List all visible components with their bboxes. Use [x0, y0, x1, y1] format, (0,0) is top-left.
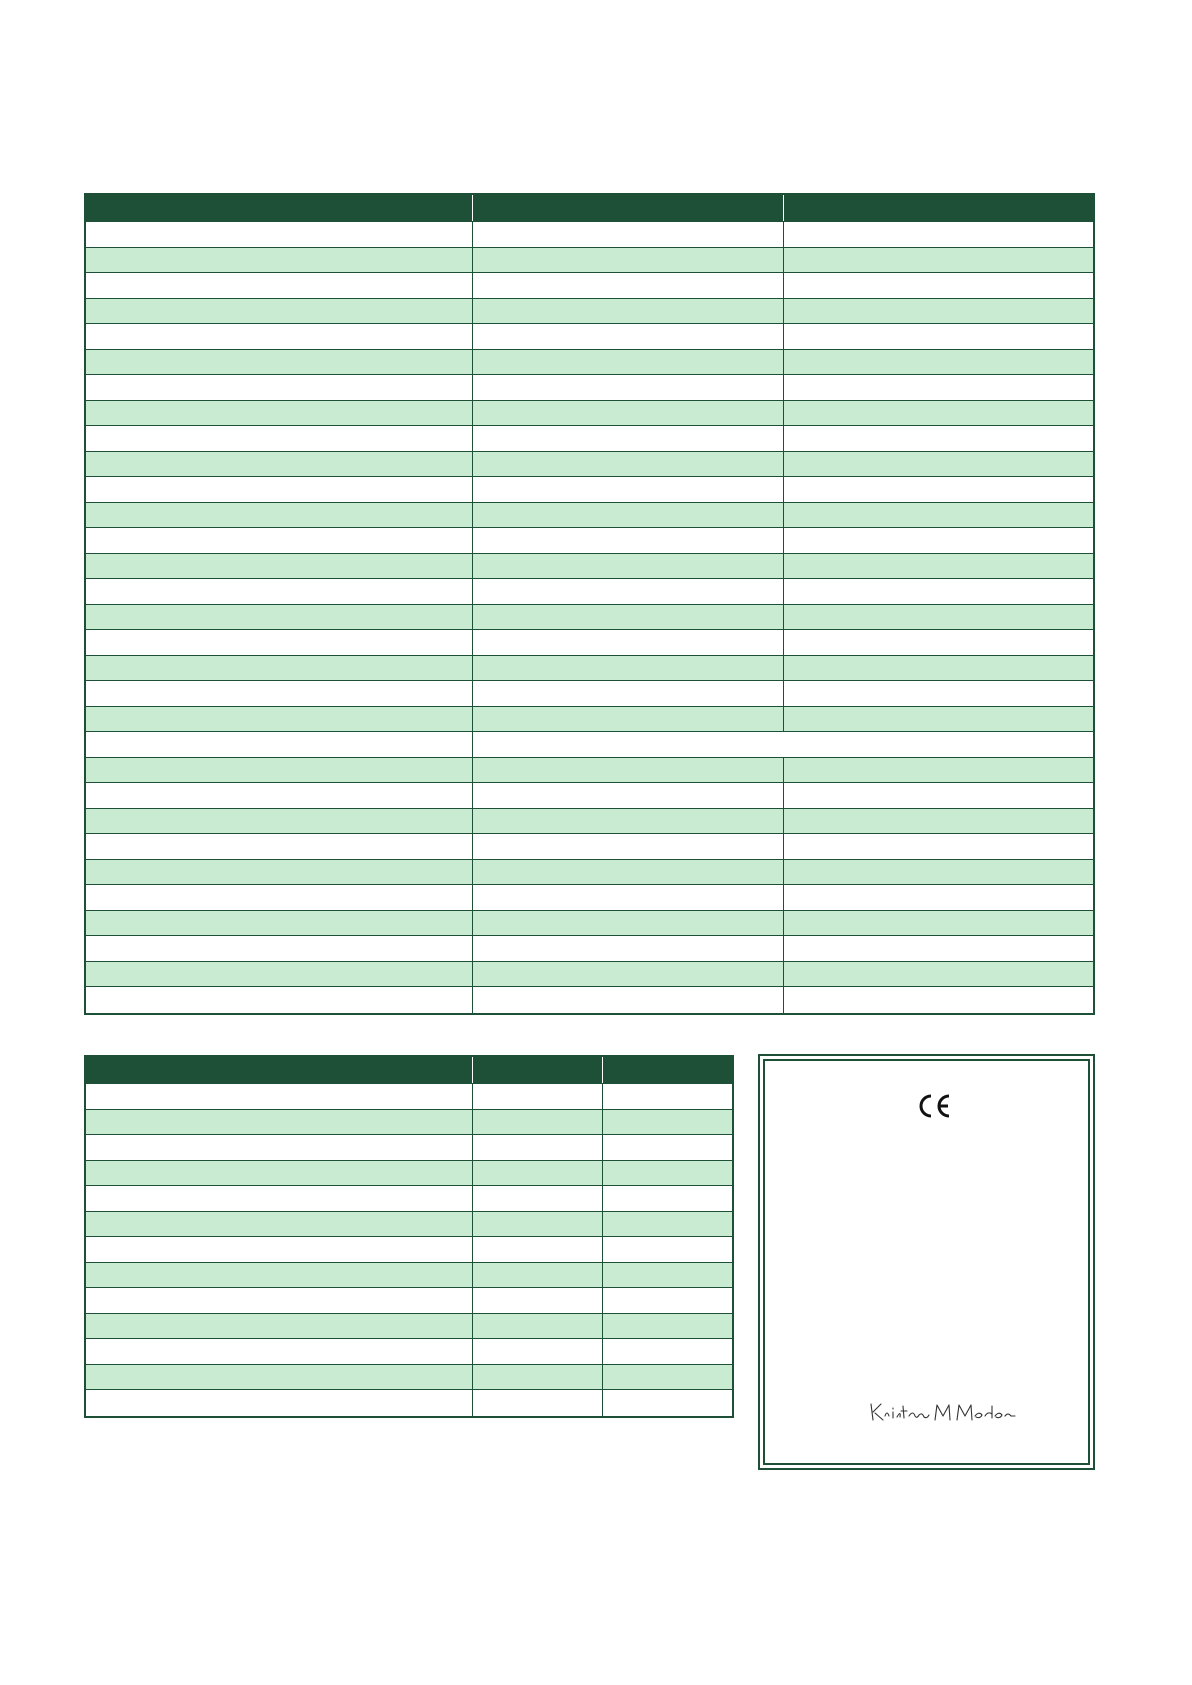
table-cell — [86, 222, 472, 247]
table-row — [86, 605, 1093, 631]
declaration-box — [758, 1054, 1095, 1470]
table-row — [86, 324, 1093, 350]
table-cell — [472, 1237, 602, 1262]
table-cell — [783, 962, 1093, 987]
table-cell — [472, 1135, 602, 1160]
table-cell — [472, 885, 783, 910]
table-cell — [86, 783, 472, 808]
table-cell — [783, 987, 1093, 1013]
table-row — [86, 630, 1093, 656]
table-cell — [472, 350, 783, 375]
table-cell — [86, 605, 472, 630]
table-row — [86, 401, 1093, 427]
table-row — [86, 1135, 732, 1161]
table-cell — [602, 1135, 732, 1160]
table-cell — [472, 1110, 602, 1135]
table-cell — [783, 299, 1093, 324]
table-cell — [783, 885, 1093, 910]
header-cell — [472, 1057, 602, 1083]
table-row — [86, 1339, 732, 1365]
table-cell — [783, 605, 1093, 630]
table-cell — [86, 1084, 472, 1109]
table-cell — [602, 1186, 732, 1211]
table-row — [86, 503, 1093, 529]
table-cell — [86, 503, 472, 528]
table-cell — [472, 426, 783, 451]
table-cell — [86, 1288, 472, 1313]
table-cell — [86, 860, 472, 885]
table-cell — [783, 324, 1093, 349]
ce-mark-icon — [917, 1093, 953, 1119]
table-cell — [86, 758, 472, 783]
table-cell — [86, 579, 472, 604]
table-cell — [783, 350, 1093, 375]
table-row — [86, 1288, 732, 1314]
table-row — [86, 1212, 732, 1238]
table-cell — [472, 503, 783, 528]
table-cell — [86, 528, 472, 553]
table-cell — [472, 1365, 602, 1390]
table-row — [86, 962, 1093, 988]
table-row — [86, 1084, 732, 1110]
table-row — [86, 1390, 732, 1416]
table-cell — [783, 477, 1093, 502]
table-cell — [86, 1237, 472, 1262]
table-cell — [86, 834, 472, 859]
table-cell — [783, 375, 1093, 400]
declaration-inner-frame — [763, 1059, 1090, 1465]
table-cell — [472, 222, 783, 247]
header-cell — [472, 195, 783, 221]
table-cell — [86, 1186, 472, 1211]
table-cell — [472, 579, 783, 604]
table-cell — [472, 707, 783, 732]
table-row — [86, 758, 1093, 784]
table-cell — [86, 324, 472, 349]
table-cell — [86, 809, 472, 834]
table-cell — [602, 1237, 732, 1262]
table-cell — [602, 1161, 732, 1186]
table-cell — [783, 758, 1093, 783]
table-row — [86, 375, 1093, 401]
table-cell — [783, 783, 1093, 808]
table-row — [86, 1110, 732, 1136]
table-cell — [472, 783, 783, 808]
table-row — [86, 554, 1093, 580]
table-cell — [86, 1135, 472, 1160]
table-cell — [783, 554, 1093, 579]
table-row — [86, 681, 1093, 707]
table-cell — [86, 248, 472, 273]
table-cell — [472, 324, 783, 349]
table-cell — [472, 1390, 602, 1416]
table-cell — [472, 528, 783, 553]
table-cell — [86, 962, 472, 987]
table-cell — [472, 630, 783, 655]
table-cell — [472, 681, 783, 706]
table-cell — [602, 1263, 732, 1288]
table-cell — [783, 503, 1093, 528]
table-cell — [783, 809, 1093, 834]
table-cell — [602, 1390, 732, 1416]
table-row — [86, 273, 1093, 299]
table-row — [86, 936, 1093, 962]
table-row — [86, 350, 1093, 376]
table-cell — [472, 1263, 602, 1288]
table-cell — [86, 554, 472, 579]
table-cell — [472, 1186, 602, 1211]
table-cell — [472, 452, 783, 477]
table-cell — [472, 605, 783, 630]
table-cell — [783, 834, 1093, 859]
table-cell — [783, 248, 1093, 273]
table-row — [86, 783, 1093, 809]
table-cell — [602, 1339, 732, 1364]
table-cell — [472, 834, 783, 859]
table-cell — [783, 222, 1093, 247]
table-cell — [472, 962, 783, 987]
table-row — [86, 860, 1093, 886]
table-cell — [783, 707, 1093, 732]
table-cell — [472, 1084, 602, 1109]
table-cell — [602, 1212, 732, 1237]
table-cell — [86, 656, 472, 681]
table-cell — [86, 375, 472, 400]
table-cell — [472, 1212, 602, 1237]
table-row — [86, 1314, 732, 1340]
table-cell — [86, 1339, 472, 1364]
table-row — [86, 579, 1093, 605]
table-cell — [472, 375, 783, 400]
table-row — [86, 1365, 732, 1391]
table-row — [86, 1186, 732, 1212]
table-cell — [472, 299, 783, 324]
table-cell — [472, 758, 783, 783]
table-cell — [783, 630, 1093, 655]
table-cell — [472, 273, 783, 298]
signature-image — [867, 1398, 1017, 1424]
table-cell — [86, 1365, 472, 1390]
table-cell — [472, 1339, 602, 1364]
table-cell — [86, 1161, 472, 1186]
table-cell — [472, 911, 783, 936]
table-row — [86, 528, 1093, 554]
table-cell — [472, 936, 783, 961]
specification-table — [84, 193, 1095, 1015]
table-row — [86, 987, 1093, 1013]
table-cell — [472, 656, 783, 681]
table-cell — [86, 426, 472, 451]
table-row — [86, 248, 1093, 274]
table-body — [86, 1084, 732, 1416]
table-cell — [602, 1084, 732, 1109]
table-cell — [86, 630, 472, 655]
table-cell — [86, 911, 472, 936]
header-cell — [783, 195, 1093, 221]
table-cell — [86, 452, 472, 477]
table-row — [86, 477, 1093, 503]
header-cell — [86, 1057, 472, 1083]
table-cell — [602, 1314, 732, 1339]
table-cell — [783, 911, 1093, 936]
table-row — [86, 1263, 732, 1289]
secondary-table — [84, 1055, 734, 1418]
table-cell-merged — [472, 732, 1093, 757]
table-cell — [472, 1314, 602, 1339]
table-row — [86, 707, 1093, 733]
table-cell — [783, 401, 1093, 426]
table-cell — [472, 1288, 602, 1313]
table-cell — [86, 707, 472, 732]
header-cell — [86, 195, 472, 221]
table-row — [86, 299, 1093, 325]
table-cell — [86, 1110, 472, 1135]
table-cell — [783, 452, 1093, 477]
table-cell — [783, 579, 1093, 604]
table-cell — [86, 936, 472, 961]
table-cell — [472, 987, 783, 1013]
table-row — [86, 656, 1093, 682]
table-row — [86, 1237, 732, 1263]
table-row — [86, 1161, 732, 1187]
table-row — [86, 222, 1093, 248]
table-cell — [86, 401, 472, 426]
table-row — [86, 911, 1093, 937]
table-row — [86, 426, 1093, 452]
table-cell — [472, 477, 783, 502]
table-row — [86, 885, 1093, 911]
table-cell — [86, 1314, 472, 1339]
table-cell — [472, 248, 783, 273]
table-cell — [472, 860, 783, 885]
table-cell — [602, 1288, 732, 1313]
table-header-row — [86, 1057, 732, 1084]
table-cell — [472, 401, 783, 426]
table-cell — [783, 426, 1093, 451]
table-cell — [86, 681, 472, 706]
table-cell — [783, 860, 1093, 885]
table-header-row — [86, 195, 1093, 222]
table-cell — [602, 1110, 732, 1135]
table-cell — [86, 987, 472, 1013]
header-cell — [602, 1057, 732, 1083]
table-cell — [783, 656, 1093, 681]
table-cell — [472, 809, 783, 834]
table-body — [86, 222, 1093, 1013]
table-row — [86, 452, 1093, 478]
table-row — [86, 732, 1093, 758]
table-cell — [86, 350, 472, 375]
table-cell — [783, 936, 1093, 961]
table-cell — [86, 732, 472, 757]
table-cell — [86, 1263, 472, 1288]
table-cell — [472, 554, 783, 579]
table-row — [86, 809, 1093, 835]
table-cell — [86, 885, 472, 910]
table-cell — [472, 1161, 602, 1186]
table-cell — [602, 1365, 732, 1390]
table-cell — [86, 273, 472, 298]
table-cell — [86, 477, 472, 502]
table-cell — [86, 1212, 472, 1237]
table-row — [86, 834, 1093, 860]
table-cell — [783, 681, 1093, 706]
table-cell — [86, 1390, 472, 1416]
table-cell — [86, 299, 472, 324]
table-cell — [783, 273, 1093, 298]
table-cell — [783, 528, 1093, 553]
